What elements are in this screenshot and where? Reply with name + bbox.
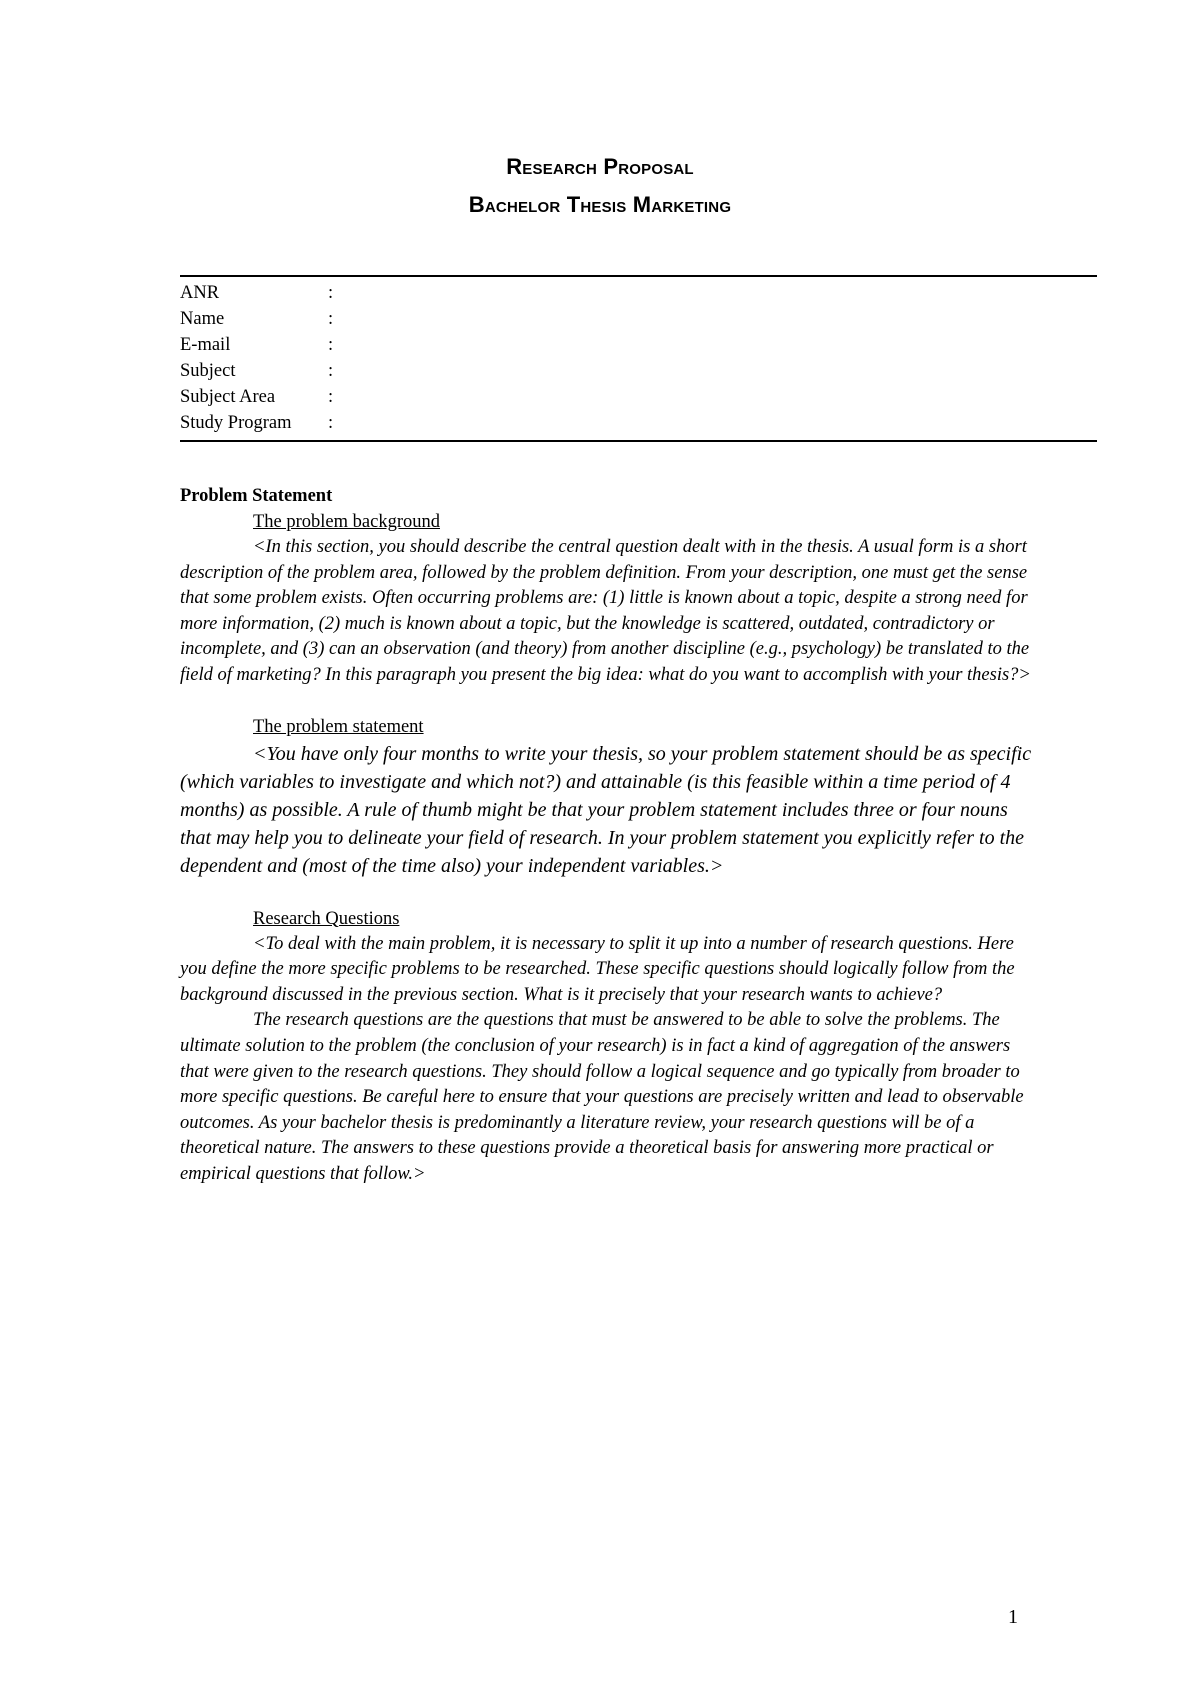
info-colon: : [328,361,334,381]
info-row-name [180,306,1097,332]
info-row-anr [180,280,1097,306]
info-row-subject-area [180,384,1097,410]
subheading-problem-statement: The problem statement [253,716,424,737]
subheading-problem-background: The problem background [253,512,440,532]
info-label: E-mail [180,335,231,355]
section-heading-problem-statement: Problem Statement [180,486,333,506]
info-row-study-program [180,410,1097,436]
info-row-subject [180,358,1097,384]
info-colon: : [328,413,334,433]
spacer [180,689,1040,714]
paragraph-problem-background: <In this section, you should describe the central question dealt with in the thesis. A usual form is a short description of the problem area, followed by the problem definition. From your description, one must get the sense that some problem exists. Often occurring problems are: (1) little is known about a topic, despite a strong need for more information, (2) much is known about a topic, but the knowledge is scattered, outdated, contradictory or incomplete, and (3) can an observation (and theory) from another discipline (e.g., psychology) be translated to the field of marketing? In this paragraph you present the big idea: what do you want to accomplish with your thesis?> [180,537,1031,685]
page-number: 1 [1008,1606,1018,1628]
student-info-table [180,275,1097,442]
info-colon: : [328,283,334,303]
document-body [180,483,1040,1188]
info-colon: : [328,387,334,407]
title-line-2: Bachelor Thesis Marketing [468,192,732,217]
title-line-1: Research Proposal [506,154,694,179]
info-colon: : [328,335,334,355]
info-row-email [180,332,1097,358]
document-title [0,148,1200,224]
info-label: Name [180,309,225,329]
paragraph-problem-statement: <You have only four months to write your thesis, so your problem statement should be as specific (which variables to investigate and which not?) and attainable (is this feasible within a time period of 4 months) as possible. A rule of thumb might be that your problem statement includes three or four nouns that may help you to delineate your field of research. In your problem statement you explicitly refer to the dependent and (most of the time also) your independent variables.> [180,742,1032,878]
info-label: Study Program [180,413,292,433]
paragraph-research-questions-2: The research questions are the questions that must be answered to be able to solve the problems. The ultimate solution to the problem (the conclusion of your research) is in fact a kind of aggregation of the answers that were given to the research questions. They should follow a logical sequence and go typically from broader to more specific questions. Be careful here to ensure that your questions are precisely written and lead to observable outcomes. As your bachelor thesis is predominantly a literature review, your research questions will be of a theoretical nature. The answers to these questions provide a theoretical basis for answering more practical or empirical questions that follow.> [180,1010,1024,1184]
info-label: Subject Area [180,387,276,407]
info-label: Subject [180,361,236,381]
subheading-research-questions: Research Questions [253,908,400,929]
paragraph-research-questions-1: <To deal with the main problem, it is necessary to split it up into a number of research questions. Here you define the more specific problems to be researched. These specific questions should logically follow from the background discussed in the previous section. What is it precisely that your research wants to achieve? [180,933,1015,1005]
spacer [180,881,1040,906]
info-label: ANR [180,283,220,303]
info-colon: : [328,309,334,329]
